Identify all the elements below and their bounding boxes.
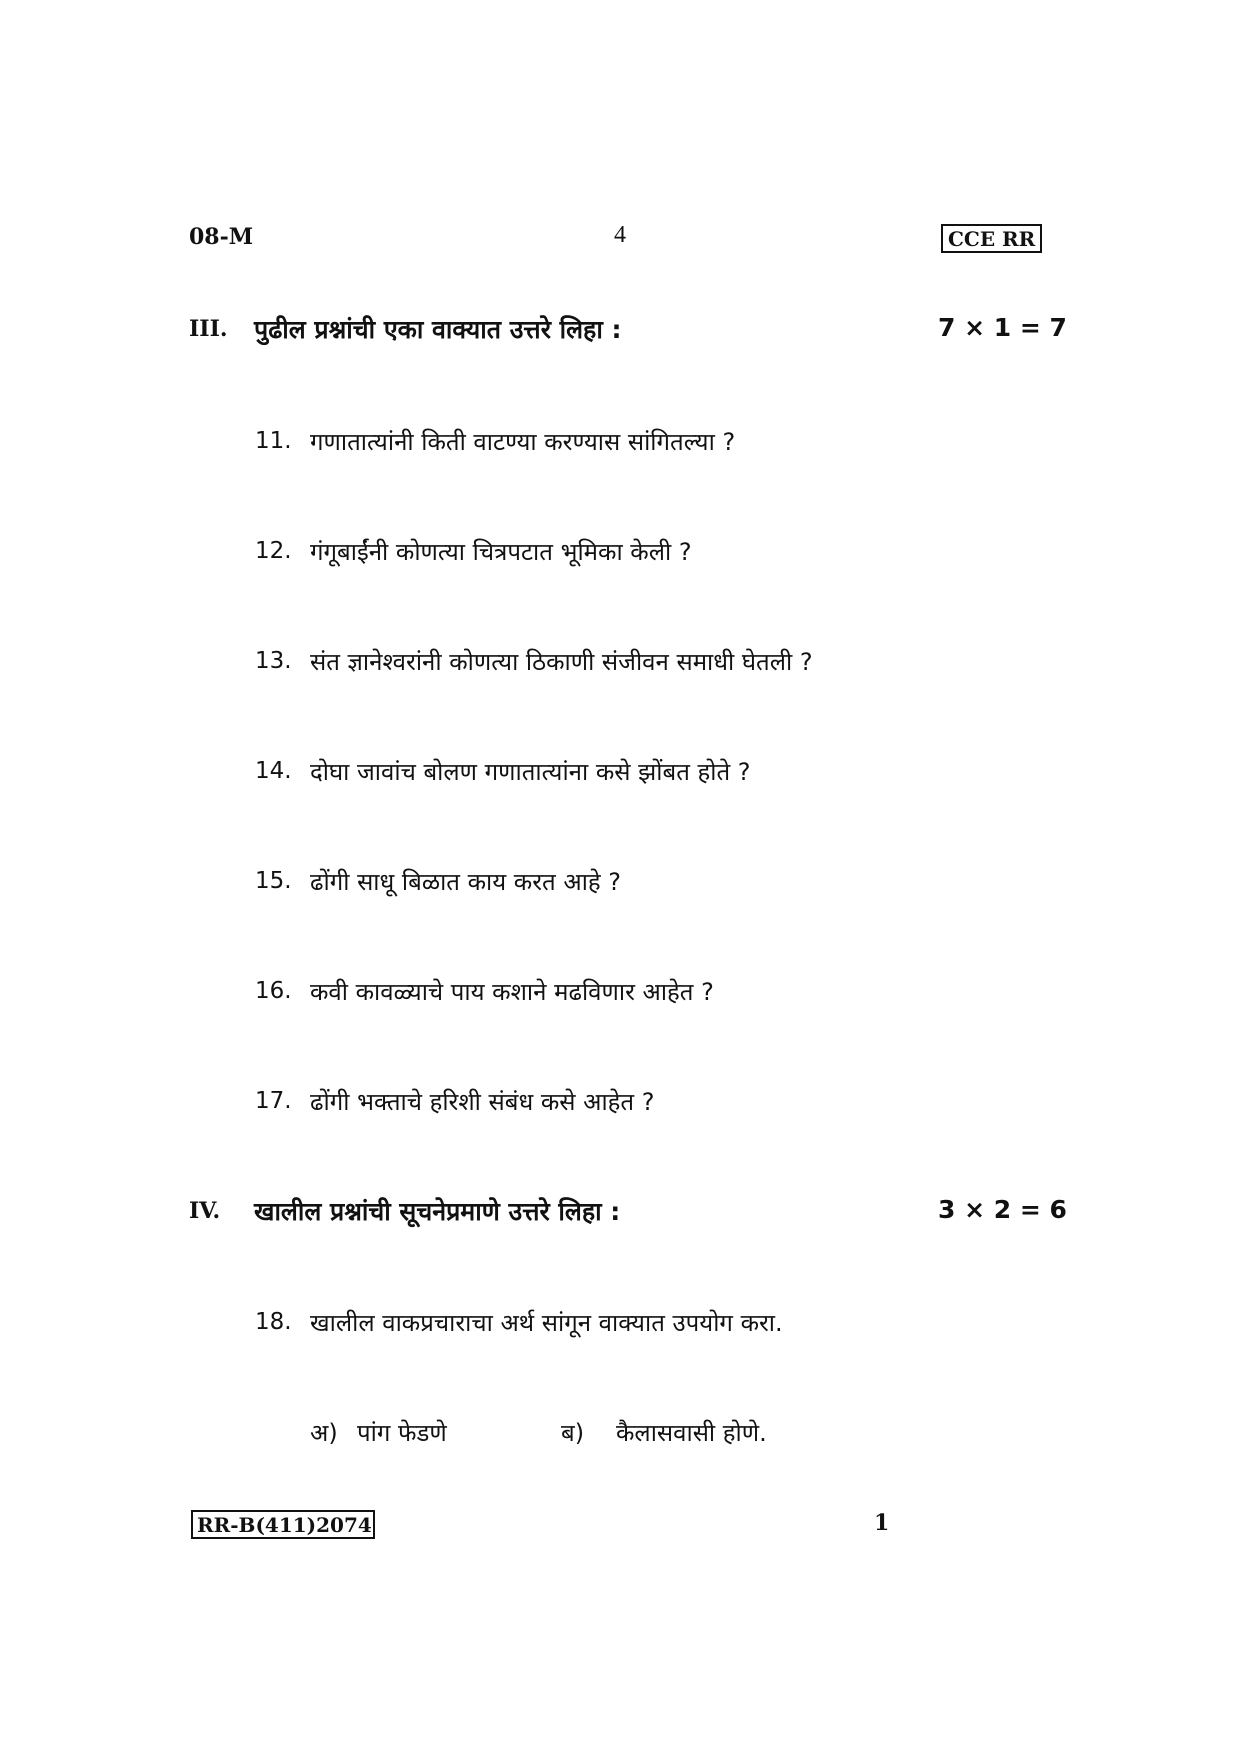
section-marks: 3 × 2 = 6: [938, 1195, 1067, 1224]
question-number: 13.: [255, 648, 292, 674]
paper-code: 08-M: [189, 224, 254, 250]
question-text: गंगूबाईंनी कोणत्या चित्रपटात भूमिका केली ?: [310, 538, 692, 566]
question-number: 16.: [255, 978, 292, 1004]
section-number: IV.: [189, 1198, 221, 1224]
question-number: 17.: [255, 1088, 292, 1114]
question-text: दोघा जावांच बोलण गणातात्यांना कसे झोंबत होते ?: [310, 758, 751, 786]
question-text: संत ज्ञानेश्वरांनी कोणत्या ठिकाणी संजीवन समाधी घेतली ?: [310, 648, 813, 676]
question-number: 14.: [255, 758, 292, 784]
question-number: 12.: [255, 538, 292, 564]
page-number: 4: [614, 222, 626, 248]
question-number: 18.: [255, 1309, 292, 1335]
question-number: 15.: [255, 868, 292, 894]
footer-code-badge: RR-B(411)2074: [191, 1510, 375, 1539]
question-text: कवी कावळ्याचे पाय कशाने मढविणार आहेत ?: [310, 978, 714, 1006]
section-title: खालील प्रश्नांची सूचनेप्रमाणे उत्तरे लिहा :: [254, 1197, 621, 1226]
question-text: ढोंगी भक्ताचे हरिशी संबंध कसे आहेत ?: [310, 1088, 655, 1116]
question-number: 11.: [255, 428, 292, 454]
footer-page-number: 1: [874, 1510, 890, 1536]
option-text: कैलासवासी होणे.: [616, 1419, 767, 1447]
option-label: अ): [310, 1419, 338, 1447]
option-text: पांग फेडणे: [357, 1419, 447, 1447]
section-title: पुढील प्रश्नांची एका वाक्यात उत्तरे लिहा :: [254, 315, 622, 344]
series-badge: CCE RR: [941, 224, 1042, 253]
section-number: III.: [189, 316, 228, 342]
question-text: ढोंगी साधू बिळात काय करत आहे ?: [310, 868, 621, 896]
option-label: ब): [561, 1419, 585, 1447]
section-marks: 7 × 1 = 7: [938, 313, 1067, 342]
question-text: खालील वाकप्रचाराचा अर्थ सांगून वाक्यात उपयोग करा.: [310, 1309, 783, 1337]
question-text: गणातात्यांनी किती वाटण्या करण्यास सांगितल्या ?: [310, 428, 736, 456]
